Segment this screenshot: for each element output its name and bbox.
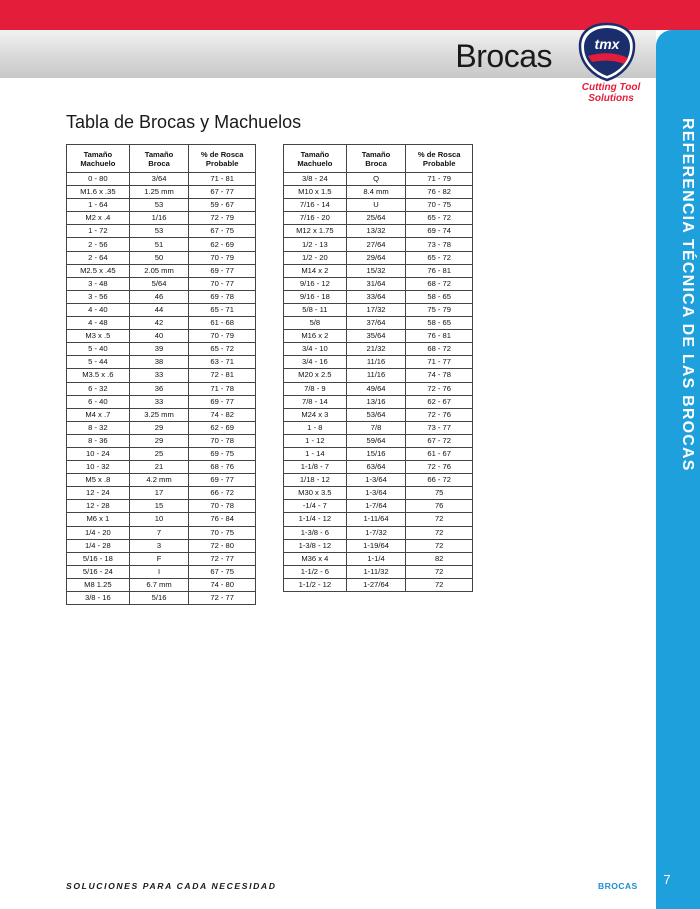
cell-tap-size: M2.5 x .45	[67, 264, 130, 277]
cell-thread-percent: 72 - 77	[189, 552, 256, 565]
table-row	[284, 343, 473, 356]
cell-tap-size: M3 x .5	[67, 330, 130, 343]
table-row	[67, 369, 256, 382]
cell-thread-percent: 76 - 82	[406, 186, 473, 199]
cell-thread-percent: 72	[406, 539, 473, 552]
cell-drill-size: 1-3/64	[346, 487, 406, 500]
section-title: Tabla de Brocas y Machuelos	[66, 112, 302, 132]
cell-tap-size: 1-3/8 - 12	[284, 539, 347, 552]
cell-tap-size: M10 x 1.5	[284, 186, 347, 199]
logo-slogan	[566, 82, 656, 104]
cell-drill-size: 25/64	[346, 212, 406, 225]
cell-thread-percent: 75 - 79	[406, 303, 473, 316]
cell-drill-size: I	[129, 565, 189, 578]
cell-drill-size: 42	[129, 317, 189, 330]
cell-tap-size: 6 - 32	[67, 382, 130, 395]
cell-tap-size: 5 - 40	[67, 343, 130, 356]
cell-drill-size: 40	[129, 330, 189, 343]
footer-tagline: SOLUCIONES PARA CADA NECESIDAD	[66, 881, 277, 891]
cell-tap-size: M4 x .7	[67, 408, 130, 421]
cell-thread-percent: 68 - 76	[189, 461, 256, 474]
cell-drill-size: 1-7/32	[346, 526, 406, 539]
cell-thread-percent: 66 - 72	[189, 487, 256, 500]
cell-thread-percent: 63 - 71	[189, 356, 256, 369]
table-row	[67, 434, 256, 447]
cell-thread-percent: 71 - 78	[189, 382, 256, 395]
cell-drill-size: 39	[129, 343, 189, 356]
table-row	[284, 434, 473, 447]
cell-thread-percent: 58 - 65	[406, 317, 473, 330]
cell-tap-size: 5/8 - 11	[284, 303, 347, 316]
cell-drill-size: 5/16	[129, 592, 189, 605]
cell-thread-percent: 67 - 77	[189, 186, 256, 199]
cell-drill-size: 1-7/64	[346, 500, 406, 513]
cell-drill-size: 27/64	[346, 238, 406, 251]
table-row	[67, 225, 256, 238]
table-row	[284, 421, 473, 434]
table-row	[284, 369, 473, 382]
cell-tap-size: 2 - 64	[67, 251, 130, 264]
cell-drill-size: 13/32	[346, 225, 406, 238]
cell-tap-size: 10 - 24	[67, 447, 130, 460]
cell-thread-percent: 72	[406, 526, 473, 539]
cell-thread-percent: 73 - 78	[406, 238, 473, 251]
cell-tap-size: 5/16 - 18	[67, 552, 130, 565]
cell-drill-size: 51	[129, 238, 189, 251]
cell-tap-size: 4 - 48	[67, 317, 130, 330]
cell-thread-percent: 69 - 77	[189, 474, 256, 487]
table-row	[67, 382, 256, 395]
table-row	[284, 526, 473, 539]
table-row	[284, 290, 473, 303]
cell-thread-percent: 59 - 67	[189, 199, 256, 212]
cell-tap-size: M5 x .8	[67, 474, 130, 487]
header-thread-percent: % de Rosca Probable	[189, 145, 256, 173]
cell-tap-size: M1.6 x .35	[67, 186, 130, 199]
table-row	[67, 199, 256, 212]
table-row	[284, 212, 473, 225]
table-row	[67, 592, 256, 605]
cell-drill-size: 21/32	[346, 343, 406, 356]
cell-thread-percent: 74 - 82	[189, 408, 256, 421]
cell-tap-size: 8 - 36	[67, 434, 130, 447]
cell-tap-size: 1-3/8 - 6	[284, 526, 347, 539]
cell-tap-size: 12 - 28	[67, 500, 130, 513]
table-row	[67, 526, 256, 539]
cell-drill-size: 59/64	[346, 434, 406, 447]
cell-tap-size: 3 - 56	[67, 290, 130, 303]
table-row	[284, 173, 473, 186]
table-row	[284, 317, 473, 330]
cell-thread-percent: 72	[406, 513, 473, 526]
cell-drill-size: 36	[129, 382, 189, 395]
table-row	[67, 264, 256, 277]
cell-drill-size: 33	[129, 395, 189, 408]
table-row	[284, 264, 473, 277]
cell-thread-percent: 76 - 81	[406, 330, 473, 343]
cell-tap-size: 7/16 - 20	[284, 212, 347, 225]
cell-tap-size: 4 - 40	[67, 303, 130, 316]
cell-tap-size: 1-1/2 - 6	[284, 565, 347, 578]
cell-drill-size: 33/64	[346, 290, 406, 303]
cell-thread-percent: 76 - 81	[406, 264, 473, 277]
cell-thread-percent: 72 - 76	[406, 382, 473, 395]
cell-thread-percent: 70 - 75	[189, 526, 256, 539]
header-gray-bar	[0, 30, 656, 78]
cell-tap-size: 5 - 44	[67, 356, 130, 369]
cell-thread-percent: 62 - 67	[406, 395, 473, 408]
cell-drill-size: 3	[129, 539, 189, 552]
table-row	[284, 487, 473, 500]
cell-thread-percent: 69 - 78	[189, 290, 256, 303]
cell-drill-size: 1-11/32	[346, 565, 406, 578]
cell-drill-size: 1-19/64	[346, 539, 406, 552]
table-row	[67, 447, 256, 460]
cell-thread-percent: 61 - 68	[189, 317, 256, 330]
table-row	[284, 330, 473, 343]
cell-thread-percent: 69 - 74	[406, 225, 473, 238]
cell-drill-size: 4.2 mm	[129, 474, 189, 487]
cell-tap-size: 0 - 80	[67, 173, 130, 186]
cell-drill-size: 15/16	[346, 447, 406, 460]
cell-tap-size: 1/2 - 20	[284, 251, 347, 264]
table-row	[284, 251, 473, 264]
cell-thread-percent: 72 - 76	[406, 461, 473, 474]
cell-thread-percent: 71 - 79	[406, 173, 473, 186]
cell-drill-size: 7/8	[346, 421, 406, 434]
cell-tap-size: M36 x 4	[284, 552, 347, 565]
cell-drill-size: 3/64	[129, 173, 189, 186]
slogan-line-2: Solutions	[588, 93, 634, 104]
cell-drill-size: 53/64	[346, 408, 406, 421]
table-row	[284, 186, 473, 199]
cell-thread-percent: 70 - 79	[189, 330, 256, 343]
cell-tap-size: M12 x 1.75	[284, 225, 347, 238]
cell-drill-size: 35/64	[346, 330, 406, 343]
cell-thread-percent: 66 - 72	[406, 474, 473, 487]
table-row	[67, 186, 256, 199]
table-row	[67, 212, 256, 225]
table-row	[67, 408, 256, 421]
cell-tap-size: 9/16 - 18	[284, 290, 347, 303]
cell-tap-size: 7/16 - 14	[284, 199, 347, 212]
cell-drill-size: 1.25 mm	[129, 186, 189, 199]
cell-thread-percent: 71 - 81	[189, 173, 256, 186]
cell-thread-percent: 70 - 77	[189, 277, 256, 290]
table-row	[284, 238, 473, 251]
cell-tap-size: 1 - 64	[67, 199, 130, 212]
cell-drill-size: 1-27/64	[346, 578, 406, 591]
page-number: 7	[663, 872, 671, 887]
cell-drill-size: 13/16	[346, 395, 406, 408]
cell-drill-size: 11/16	[346, 369, 406, 382]
cell-drill-size: U	[346, 199, 406, 212]
logo-text: tmx	[594, 36, 620, 52]
cell-tap-size: M2 x .4	[67, 212, 130, 225]
cell-tap-size: 1 - 12	[284, 434, 347, 447]
cell-drill-size: 15	[129, 500, 189, 513]
cell-thread-percent: 75	[406, 487, 473, 500]
cell-thread-percent: 58 - 65	[406, 290, 473, 303]
table-header-row	[284, 145, 473, 173]
table-row	[284, 461, 473, 474]
cell-tap-size: 1-1/4 - 12	[284, 513, 347, 526]
cell-drill-size: 1-1/4	[346, 552, 406, 565]
table-row	[67, 303, 256, 316]
cell-drill-size: 10	[129, 513, 189, 526]
table-row	[67, 513, 256, 526]
cell-thread-percent: 65 - 72	[406, 251, 473, 264]
cell-tap-size: 3/4 - 16	[284, 356, 347, 369]
table-row	[284, 500, 473, 513]
table-row	[67, 565, 256, 578]
cell-thread-percent: 70 - 79	[189, 251, 256, 264]
cell-drill-size: 17/32	[346, 303, 406, 316]
cell-tap-size: 3/8 - 24	[284, 173, 347, 186]
cell-thread-percent: 65 - 71	[189, 303, 256, 316]
cell-thread-percent: 69 - 75	[189, 447, 256, 460]
cell-thread-percent: 72 - 81	[189, 369, 256, 382]
cell-drill-size: 21	[129, 461, 189, 474]
cell-thread-percent: 71 - 77	[406, 356, 473, 369]
cell-thread-percent: 72 - 76	[406, 408, 473, 421]
cell-thread-percent: 70 - 78	[189, 434, 256, 447]
cell-thread-percent: 67 - 75	[189, 225, 256, 238]
cell-thread-percent: 62 - 69	[189, 421, 256, 434]
cell-thread-percent: 74 - 80	[189, 578, 256, 591]
table-row	[284, 513, 473, 526]
cell-tap-size: 1/2 - 13	[284, 238, 347, 251]
cell-drill-size: 46	[129, 290, 189, 303]
cell-tap-size: 10 - 32	[67, 461, 130, 474]
cell-thread-percent: 72	[406, 578, 473, 591]
cell-thread-percent: 65 - 72	[406, 212, 473, 225]
table-row	[67, 552, 256, 565]
table-row	[284, 408, 473, 421]
page-title: Brocas	[455, 38, 552, 74]
cell-drill-size: 6.7 mm	[129, 578, 189, 591]
table-row	[284, 447, 473, 460]
cell-thread-percent: 68 - 72	[406, 277, 473, 290]
table-row	[284, 225, 473, 238]
cell-thread-percent: 76 - 84	[189, 513, 256, 526]
cell-tap-size: M30 x 3.5	[284, 487, 347, 500]
table-row	[284, 552, 473, 565]
cell-drill-size: 7	[129, 526, 189, 539]
table-row	[284, 199, 473, 212]
header-tap-size: Tamaño Machuelo	[284, 145, 347, 173]
table-row	[67, 343, 256, 356]
slogan-line-1: Cutting Tool	[581, 82, 641, 93]
cell-drill-size: 31/64	[346, 277, 406, 290]
cell-thread-percent: 67 - 72	[406, 434, 473, 447]
cell-tap-size: M8 1.25	[67, 578, 130, 591]
cell-tap-size: 1/18 - 12	[284, 474, 347, 487]
table-row	[67, 500, 256, 513]
table-row	[67, 356, 256, 369]
table-row	[284, 539, 473, 552]
header-tap-size: Tamaño Machuelo	[67, 145, 130, 173]
cell-tap-size: 3/4 - 10	[284, 343, 347, 356]
cell-drill-size: 3.25 mm	[129, 408, 189, 421]
cell-thread-percent: 67 - 75	[189, 565, 256, 578]
cell-drill-size: 49/64	[346, 382, 406, 395]
cell-tap-size: 6 - 40	[67, 395, 130, 408]
cell-tap-size: 1-1/2 - 12	[284, 578, 347, 591]
table-row	[284, 277, 473, 290]
cell-tap-size: 5/16 - 24	[67, 565, 130, 578]
cell-tap-size: 3/8 - 16	[67, 592, 130, 605]
header-drill-size: Tamaño Broca	[129, 145, 189, 173]
cell-drill-size: 17	[129, 487, 189, 500]
cell-tap-size: 1/4 - 20	[67, 526, 130, 539]
cell-drill-size: 37/64	[346, 317, 406, 330]
header-thread-percent: % de Rosca Probable	[406, 145, 473, 173]
cell-drill-size: 15/32	[346, 264, 406, 277]
table-row	[67, 461, 256, 474]
table-row	[67, 330, 256, 343]
cell-tap-size: M16 x 2	[284, 330, 347, 343]
cell-drill-size: 29	[129, 434, 189, 447]
cell-thread-percent: 72 - 80	[189, 539, 256, 552]
table-row	[284, 474, 473, 487]
cell-thread-percent: 69 - 77	[189, 264, 256, 277]
cell-tap-size: 2 - 56	[67, 238, 130, 251]
table-row	[284, 303, 473, 316]
cell-drill-size: 33	[129, 369, 189, 382]
cell-tap-size: M3.5 x .6	[67, 369, 130, 382]
cell-drill-size: 1/16	[129, 212, 189, 225]
cell-thread-percent: 76	[406, 500, 473, 513]
cell-drill-size: 63/64	[346, 461, 406, 474]
cell-thread-percent: 74 - 78	[406, 369, 473, 382]
cell-thread-percent: 82	[406, 552, 473, 565]
footer-section: BROCAS	[598, 881, 638, 891]
cell-thread-percent: 68 - 72	[406, 343, 473, 356]
cell-tap-size: 1-1/8 - 7	[284, 461, 347, 474]
table-row	[67, 251, 256, 264]
cell-thread-percent: 72 - 79	[189, 212, 256, 225]
cell-thread-percent: 69 - 77	[189, 395, 256, 408]
table-row	[67, 173, 256, 186]
cell-tap-size: M24 x 3	[284, 408, 347, 421]
table-row	[284, 565, 473, 578]
cell-drill-size: Q	[346, 173, 406, 186]
sidebar-title: REFERENCIA TÉCNICA DE LAS BROCAS	[679, 118, 696, 472]
table-row	[67, 539, 256, 552]
cell-drill-size: F	[129, 552, 189, 565]
cell-tap-size: M6 x 1	[67, 513, 130, 526]
table-row	[67, 395, 256, 408]
cell-drill-size: 5/64	[129, 277, 189, 290]
cell-tap-size: 12 - 24	[67, 487, 130, 500]
cell-tap-size: -1/4 - 7	[284, 500, 347, 513]
table-row	[67, 421, 256, 434]
cell-thread-percent: 70 - 75	[406, 199, 473, 212]
cell-drill-size: 29	[129, 421, 189, 434]
table-row	[67, 317, 256, 330]
cell-drill-size: 53	[129, 225, 189, 238]
cell-drill-size: 50	[129, 251, 189, 264]
table-row	[67, 238, 256, 251]
drill-tap-table-right	[283, 144, 473, 592]
header-drill-size: Tamaño Broca	[346, 145, 406, 173]
cell-tap-size: 8 - 32	[67, 421, 130, 434]
table-row	[67, 277, 256, 290]
cell-tap-size: 1 - 72	[67, 225, 130, 238]
cell-drill-size: 1-11/64	[346, 513, 406, 526]
table-row	[67, 578, 256, 591]
cell-thread-percent: 62 - 69	[189, 238, 256, 251]
table-row	[284, 395, 473, 408]
cell-thread-percent: 70 - 78	[189, 500, 256, 513]
cell-tap-size: 7/8 - 14	[284, 395, 347, 408]
table-row	[284, 382, 473, 395]
cell-tap-size: 1 - 14	[284, 447, 347, 460]
cell-thread-percent: 72 - 77	[189, 592, 256, 605]
table-row	[284, 356, 473, 369]
drill-tap-table-left	[66, 144, 256, 605]
table-row	[67, 487, 256, 500]
cell-drill-size: 38	[129, 356, 189, 369]
cell-drill-size: 2.05 mm	[129, 264, 189, 277]
cell-drill-size: 25	[129, 447, 189, 460]
cell-drill-size: 8.4 mm	[346, 186, 406, 199]
tmx-logo	[578, 22, 636, 82]
table-row	[67, 290, 256, 303]
cell-drill-size: 44	[129, 303, 189, 316]
table-header-row	[67, 145, 256, 173]
cell-thread-percent: 73 - 77	[406, 421, 473, 434]
cell-tap-size: 1/4 - 28	[67, 539, 130, 552]
cell-tap-size: 9/16 - 12	[284, 277, 347, 290]
cell-drill-size: 53	[129, 199, 189, 212]
cell-drill-size: 29/64	[346, 251, 406, 264]
cell-drill-size: 1-3/64	[346, 474, 406, 487]
cell-tap-size: 3 - 48	[67, 277, 130, 290]
cell-drill-size: 11/16	[346, 356, 406, 369]
cell-thread-percent: 72	[406, 565, 473, 578]
cell-thread-percent: 65 - 72	[189, 343, 256, 356]
table-row	[67, 474, 256, 487]
table-row	[284, 578, 473, 591]
cell-tap-size: M14 x 2	[284, 264, 347, 277]
cell-tap-size: 1 - 8	[284, 421, 347, 434]
cell-tap-size: 5/8	[284, 317, 347, 330]
cell-tap-size: 7/8 - 9	[284, 382, 347, 395]
cell-thread-percent: 61 - 67	[406, 447, 473, 460]
cell-tap-size: M20 x 2.5	[284, 369, 347, 382]
